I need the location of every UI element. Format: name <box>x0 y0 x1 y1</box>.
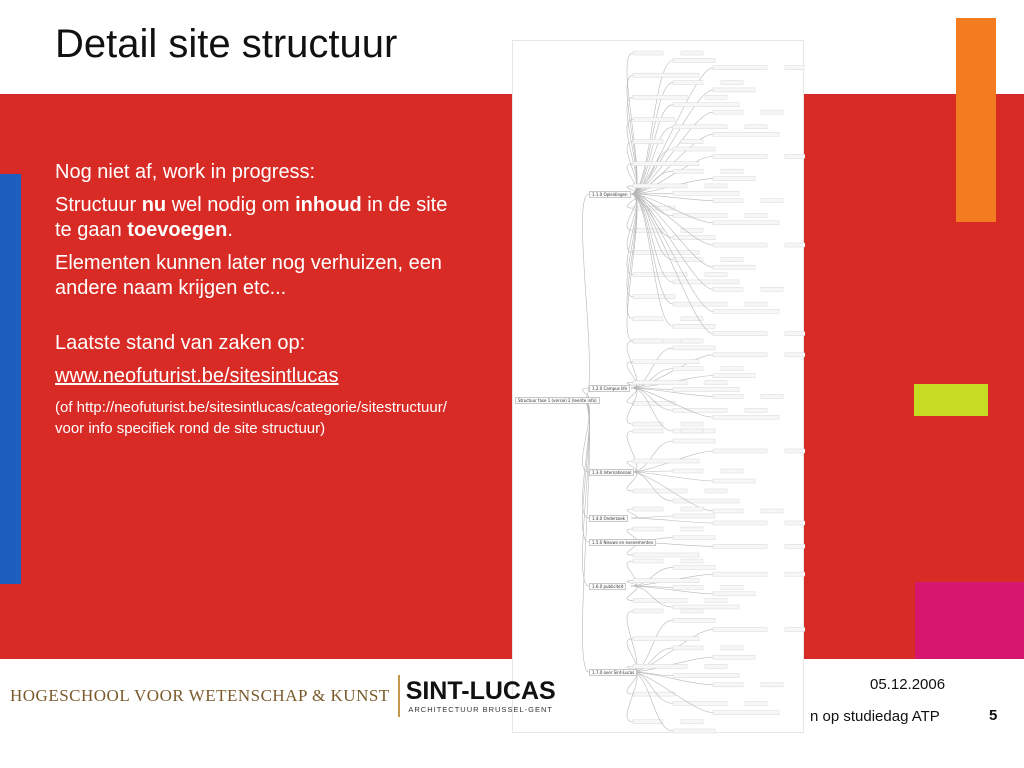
mindmap-connector <box>631 672 673 703</box>
p2-text-e: in de site te gaan <box>55 194 448 241</box>
lime-accent-square <box>914 384 988 416</box>
mindmap-leaf-node <box>713 655 755 659</box>
mindmap-leaf-node <box>785 243 805 247</box>
mindmap-leaf-node <box>713 332 767 336</box>
mindmap-leaf-node <box>633 295 675 299</box>
mindmap-leaf-node <box>633 140 663 144</box>
mindmap-connector <box>627 431 637 472</box>
mindmap-leaf-node <box>761 199 783 203</box>
mindmap-leaf-node <box>673 302 727 306</box>
mindmap-leaf-node <box>673 346 715 350</box>
mindmap-connector <box>631 568 673 586</box>
mindmap-leaf-node <box>681 527 703 531</box>
mindmap-leaf-node <box>633 273 687 277</box>
mindmap-leaf-node <box>745 213 767 217</box>
mindmap-leaf-node <box>713 177 755 181</box>
mindmap-leaf-node <box>633 317 663 321</box>
logo-main-text: SINT-LUCAS <box>405 677 556 705</box>
mindmap-leaf-node <box>761 683 783 687</box>
site-link[interactable]: www.neofuturist.be/sitesintlucas <box>55 365 339 387</box>
mindmap-leaf-node <box>673 566 715 570</box>
mindmap-leaf-node <box>785 154 805 158</box>
mindmap-branch: 1.1.0 Opleidingen <box>589 191 631 198</box>
mindmap-leaf-node <box>633 692 675 696</box>
mindmap-leaf-node <box>761 110 783 114</box>
mindmap-leaf-node <box>785 332 805 336</box>
mindmap-leaf-node <box>673 469 703 473</box>
mindmap-leaf-node <box>713 521 767 525</box>
page-number: 5 <box>989 707 998 724</box>
mindmap-leaf-node <box>721 169 743 173</box>
mindmap-leaf-node <box>713 265 755 269</box>
mindmap-leaf-node <box>673 408 727 412</box>
footer-caption: n op studiedag ATP <box>810 708 940 725</box>
mindmap-leaf-node <box>633 559 663 563</box>
mindmap-leaf-node <box>681 422 703 426</box>
mindmap-leaf-node <box>673 191 739 195</box>
mindmap-leaf-node <box>633 360 699 364</box>
mindmap-leaf-node <box>713 66 767 70</box>
mindmap-leaf-node <box>673 499 739 503</box>
mindmap-leaf-node <box>745 408 767 412</box>
mindmap-leaf-node <box>681 339 703 343</box>
mindmap-leaf-node <box>705 184 727 188</box>
mindmap-leaf-node <box>713 243 767 247</box>
mindmap-leaf-node <box>681 507 703 511</box>
slide-title: Detail site structuur <box>55 22 398 66</box>
mindmap-leaf-node <box>785 353 805 357</box>
mindmap-connector <box>582 194 589 400</box>
latest-status-line: Laatste stand van zaken op: <box>55 332 306 354</box>
progress-line: Nog niet af, work in progress: <box>55 161 316 183</box>
p2-text-c: wel nodig om <box>166 194 296 216</box>
mindmap-leaf-node <box>633 422 663 426</box>
mindmap-leaf-node <box>721 367 743 371</box>
mindmap-leaf-node <box>633 95 687 99</box>
slide-date: 05.12.2006 <box>870 676 946 693</box>
mindmap-leaf-node <box>785 544 805 548</box>
mindmap-root: Structuur fase 1 (versie) 2 (leerite info) <box>515 397 600 404</box>
mindmap-leaf-node <box>633 720 663 724</box>
mindmap-leaf-node <box>633 381 687 385</box>
mindmap-leaf-node <box>713 544 767 548</box>
mindmap-leaf-node <box>633 184 687 188</box>
mindmap-leaf-node <box>633 339 663 343</box>
mindmap-leaf-node <box>673 103 739 107</box>
mindmap-leaf-node <box>713 415 779 419</box>
mindmap-leaf-node <box>713 627 767 631</box>
mindmap-leaf-node <box>713 394 743 398</box>
mindmap-leaf-node <box>673 439 715 443</box>
link-paragraph <box>55 364 460 389</box>
mindmap-leaf-node <box>673 618 715 622</box>
mindmap-leaf-node <box>633 553 699 557</box>
mindmap-leaf-node <box>633 489 687 493</box>
mindmap-connector <box>582 400 589 586</box>
mindmap-connector <box>631 369 673 388</box>
mindmap-leaf-node <box>785 521 805 525</box>
sint-lucas-logo <box>10 676 556 716</box>
spacer <box>55 309 460 331</box>
blue-accent-bar <box>0 174 21 584</box>
mindmap-leaf-node <box>713 88 755 92</box>
mindmap-leaf-node <box>673 58 715 62</box>
mindmap-leaf-node <box>761 287 783 291</box>
mindmap-leaf-node <box>681 609 703 613</box>
mindmap-leaf-node <box>745 701 767 705</box>
mindmap-leaf-node <box>785 66 805 70</box>
mindmap-leaf-node <box>633 507 663 511</box>
mindmap-leaf-node <box>633 637 699 641</box>
mindmap-leaf-node <box>681 559 703 563</box>
mindmap-leaf-node <box>705 273 727 277</box>
mindmap-leaf-node <box>633 429 663 433</box>
mindmap-leaf-node <box>681 51 703 55</box>
mindmap-leaf-node <box>705 489 727 493</box>
mindmap-leaf-node <box>633 527 663 531</box>
mindmap-leaf-node <box>713 479 755 483</box>
mindmap-leaf-node <box>673 324 715 328</box>
p2-bold-toevoegen: toevoegen <box>127 219 228 241</box>
mindmap-leaf-node <box>673 213 727 217</box>
mindmap-leaf-node <box>705 598 727 602</box>
p2-text-g: . <box>227 219 233 241</box>
mindmap-leaf-node <box>713 110 743 114</box>
mindmap-leaf-node <box>633 579 699 583</box>
mindmap-leaf-node <box>673 536 715 540</box>
site-structure-mindmap <box>512 40 804 733</box>
mindmap-branch: 1.3.0 Internationaal <box>589 469 634 476</box>
mindmap-leaf-node <box>785 572 805 576</box>
mindmap-leaf-node <box>713 374 755 378</box>
mindmap-leaf-node <box>673 605 739 609</box>
mindmap-leaf-node <box>633 459 699 463</box>
mindmap-branch: 1.7.0 over Sint-Lucas <box>589 669 637 676</box>
logo-school-text: HOGESCHOOL VOOR WETENSCHAP & KUNST <box>10 686 390 705</box>
mindmap-leaf-node <box>721 469 743 473</box>
mindmap-leaf-node <box>673 514 715 518</box>
mindmap-leaf-node <box>633 117 675 121</box>
mindmap-leaf-node <box>713 309 779 313</box>
mindmap-leaf-node <box>681 429 703 433</box>
mindmap-leaf-node <box>673 674 739 678</box>
mindmap-leaf-node <box>633 162 699 166</box>
mindmap-connector <box>631 472 673 501</box>
elements-paragraph: Elementen kunnen later nog verhuizen, een andere naam krijgen etc... <box>55 252 442 299</box>
mindmap-leaf-node <box>681 720 703 724</box>
mindmap-leaf-node <box>721 585 743 589</box>
logo-divider <box>398 675 400 717</box>
mindmap-leaf-node <box>745 302 767 306</box>
mindmap-leaf-node <box>673 147 715 151</box>
mindmap-leaf-node <box>713 572 767 576</box>
logo-wordmark <box>406 678 556 714</box>
mindmap-leaf-node <box>713 711 779 715</box>
mindmap-leaf-node <box>713 221 779 225</box>
mindmap-leaf-node <box>633 401 675 405</box>
mindmap-leaf-node <box>673 701 727 705</box>
mindmap-leaf-node <box>785 449 805 453</box>
mindmap-leaf-node <box>673 646 703 650</box>
mindmap-leaf-node <box>785 627 805 631</box>
mindmap-leaf-node <box>673 169 703 173</box>
p2-bold-nu: nu <box>141 194 167 216</box>
mindmap-leaf-node <box>673 258 703 262</box>
mindmap-leaf-node <box>713 132 779 136</box>
mindmap-leaf-node <box>745 125 767 129</box>
mindmap-leaf-node <box>673 81 703 85</box>
mindmap-leaf-node <box>673 585 703 589</box>
mindmap-leaf-node <box>721 258 743 262</box>
mindmap-branch: 1.5.0 Nieuws en evenementen <box>589 539 656 546</box>
mindmap-leaf-node <box>713 683 743 687</box>
mindmap-leaf-node <box>713 449 767 453</box>
mindmap-leaf-node <box>633 664 687 668</box>
mindmap-branch: 1.6.0 publiciteit <box>589 583 626 590</box>
mindmap-leaf-node <box>705 664 727 668</box>
mindmap-leaf-node <box>705 381 727 385</box>
mindmap-connector <box>631 518 713 523</box>
mindmap-leaf-node <box>633 598 687 602</box>
mindmap-leaf-node <box>713 353 767 357</box>
mindmap-leaf-node <box>761 394 783 398</box>
p2-text-a: Structuur <box>55 194 142 216</box>
mindmap-branch: 1.2.0 Campus life <box>589 385 630 392</box>
mindmap-leaf-node <box>721 646 743 650</box>
mindmap-leaf-node <box>673 387 739 391</box>
structure-paragraph <box>55 193 460 243</box>
mindmap-leaf-node <box>681 228 703 232</box>
mindmap-connector <box>631 112 713 194</box>
mindmap-branch: 1.4.0 Onderzoek <box>589 515 628 522</box>
magenta-accent-bar <box>915 582 1024 659</box>
mindmap-leaf-node <box>721 81 743 85</box>
mindmap-leaf-node <box>713 592 755 596</box>
mindmap-leaf-node <box>713 509 743 513</box>
mindmap-leaf-node <box>713 154 767 158</box>
p2-bold-inhoud: inhoud <box>295 194 362 216</box>
mindmap-leaf-node <box>681 140 703 144</box>
mindmap-lines <box>513 41 805 734</box>
mindmap-leaf-node <box>713 199 743 203</box>
mindmap-connector <box>627 672 637 722</box>
note-paragraph: (of http://neofuturist.be/sitesintlucas/categorie/sitestructuur/ voor info specifiek rond de site structuur) <box>55 399 447 437</box>
logo-sub-text: ARCHITECTUUR BRUSSEL-GENT <box>408 705 553 714</box>
mindmap-leaf-node <box>705 95 727 99</box>
orange-accent-bar <box>956 18 996 222</box>
body-text <box>55 160 460 447</box>
mindmap-leaf-node <box>673 280 739 284</box>
mindmap-leaf-node <box>673 125 727 129</box>
mindmap-leaf-node <box>673 729 715 733</box>
mindmap-leaf-node <box>633 73 699 77</box>
mindmap-connector <box>627 388 637 424</box>
mindmap-leaf-node <box>713 287 743 291</box>
mindmap-leaf-node <box>761 509 783 513</box>
mindmap-leaf-node <box>633 51 663 55</box>
mindmap-leaf-node <box>633 609 663 613</box>
mindmap-leaf-node <box>673 367 703 371</box>
mindmap-connector <box>631 441 673 472</box>
